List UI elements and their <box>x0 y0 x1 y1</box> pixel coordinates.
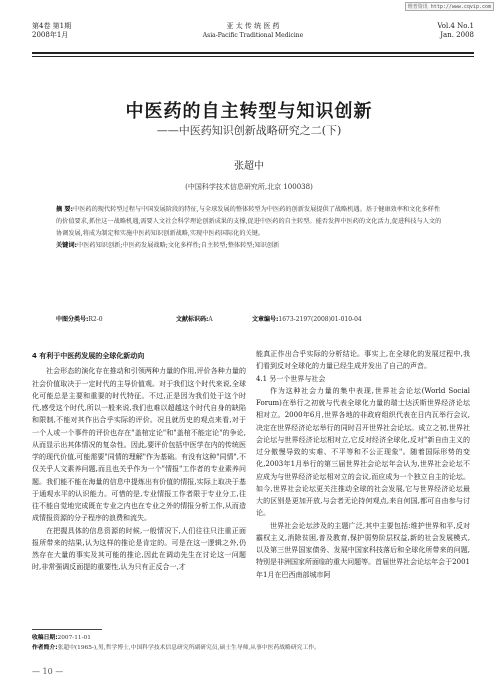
article-number <box>252 314 362 323</box>
keywords <box>56 240 442 252</box>
abstract-label: 摘 要: <box>56 206 74 213</box>
volume-en: Vol.4 No.1 <box>437 22 474 30</box>
author-bio-value: 张超中(1965-),男,哲学博士,中国科学技术信息研究所副研究员,硕士生导师,从事中医药战略研究工作。 <box>57 645 320 651</box>
clc <box>56 314 103 323</box>
date-en: Jan. 2008 <box>440 31 474 39</box>
left-column <box>32 350 246 574</box>
right-paragraph-continued: 能真正作出合乎实际的分析结论。事实上,在全球化的发展过程中,我们看到反对全球化的力量已经生成并发出了自己的声音。 <box>256 350 470 371</box>
doc-code-value: A <box>208 316 213 323</box>
keywords-text: 中医药知识创新;中医药发展战略;文化多样性;自主转型;整体转型;知识创新 <box>77 242 280 249</box>
date-cn: 2008年1月 <box>32 31 69 39</box>
right-paragraph-1: 作为这种社会力量的集中表现,世界社会论坛(World Social Forum)在举行之初就与代表全球化力量的瑞士达沃斯世界经济论坛相对立。2000年6月,世界各地的非政府组织代表在日内瓦举行会议,决定在世界经济论坛举行的同时召开世界社会论坛。成立之初,世界社会论坛与世界经济论坛相对立,它反对经济全球化,反对"新自由主义的过分傲慢导致的实难、不平等和不公正现象"。随着国际形势的变化,2003年1月举行的第三届世界社会论坛年会认为,世界社会论坛不应成为与世界经济论坛相对立的会议,而应成为一个独立自主的论坛。如今,世界社会论坛更关注推动全球的社会发展,它与世界经济论坛最大的区别是更加开放,与会者无论持何观点,来自何国,都可自由参与讨论。 <box>256 386 470 518</box>
journal-name-en: Asia-Pacific Traditional Medicine <box>202 32 304 39</box>
clc-label: 中图分类号: <box>56 316 89 323</box>
classification-line <box>56 314 442 326</box>
article-number-value: 1673-2197(2008)01-010-04 <box>278 316 362 323</box>
author-name: 张超中 <box>234 161 264 172</box>
right-paragraph-2: 世界社会论坛涉及的主题广泛,其中主要包括:维护世界和平,反对霸权主义,消除贫困,普及教育,保护弱势阶层权益,新的社会发展模式,以及第三世界国家债务、发展中国家科技落后和全球化所带来的问题,特别是非洲国家所面临的重大问题等。首届世界社会论坛年会于2001年1月在巴西南部城市阿 <box>256 521 470 579</box>
abstract <box>56 204 442 240</box>
header-center <box>32 22 474 40</box>
section-heading: 4 有利于中医药发展的全球化新动向 <box>32 352 145 360</box>
doc-code <box>176 314 213 323</box>
footnote-rule <box>32 629 102 630</box>
received-date <box>32 633 466 643</box>
abstract-block <box>56 204 442 252</box>
watermark: 维普资讯 http://www.cqvip.com <box>405 2 494 11</box>
left-paragraph-1: 社会形态的演化存在推动和引领两种力量的作用,评价各种力量的社会价值取决于一定时代的主导价值观。对于我们这个时代来说,全球化可能总是主要和重要的时代特征。不过,正是因为我们处于这个时代,感受这个时代,所以一般来说,我们也难以超越这个时代自身的缺陷和限制,不能对其作出合乎实际的评价。况且就历史的观点来看,对于一个人或一个事件的评价也存在"盖棺定论"和"盖棺不能定论"的争论,从而显示出其体情况的复杂性。因此,要评价包括中医学在内的传统医学的现代价值,可能需要"同情的理解"作为基础。有没有这种"同情",不仅关乎人文素养问题,而且也关乎作为一个"情报"工作者的专业素养问题。我们能不能在海量的信息中提炼出有价值的情报,实际上取决于基于通观水平的认识能力。可惜的是,专业情报工作者限于专业分工,往往不能自觉地完成既在专业之内也在专业之外的情报分析工作,从而造成情报资源的分子程序的浪费和流失。 <box>32 367 246 523</box>
journal-header <box>32 22 474 54</box>
subsection-heading: 4.1 另一个世界与社会 <box>256 374 326 383</box>
footnote <box>32 633 466 653</box>
article-number-label: 文章编号: <box>252 316 279 323</box>
left-paragraph-2: 在把握具体的信息资源的时候,一般情况下,人们往往只注重正面报所带来的结果,认为这样的推论是肯定的。可是在这一逻辑之外,仍然存在大量的事实及其可能的推论,因此在调动先生在讨论这一问题时,非常强调反面提的重要性,认为只有正反合一,才 <box>32 526 246 572</box>
page-number: — 10 — <box>32 667 64 676</box>
header-right <box>437 22 474 40</box>
received-value: 2007-11-01 <box>57 635 91 641</box>
clc-value: R2-0 <box>88 316 103 323</box>
abstract-text: 中医药的现代转型过程与中国发展阶段的特征,与全球发展的整体转型为中医药的创新发展提供了战略机遇。基于健康效率和文化多样性的价值要求,抓住这一战略机遇,需要人文社会科学理论创新成果的支撑,促进中医药的自主转型。能否发挥中医药的文化活力,促进科技与人文的协调发展,将成为制定和实施中医药知识创新战略,实现中医药国际化的关键。 <box>56 206 442 237</box>
right-column <box>256 348 470 581</box>
journal-name-cn: 亚 太 传 统 医 药 <box>226 22 280 30</box>
author-affiliation: (中国科学技术信息研究所,北京 100038) <box>185 183 313 191</box>
author-bio <box>32 643 466 653</box>
received-label: 收稿日期: <box>32 635 58 641</box>
article-title: 中医药的自主转型与知识创新 <box>125 101 373 122</box>
doc-code-label: 文献标识码: <box>176 316 209 323</box>
volume-cn: 第4卷 第1期 <box>32 22 72 30</box>
article-subtitle: ——中医药知识创新战略研究之二(下) <box>156 124 342 137</box>
author-bio-label: 作者简介: <box>32 645 58 651</box>
keywords-label: 关键词: <box>56 242 78 249</box>
